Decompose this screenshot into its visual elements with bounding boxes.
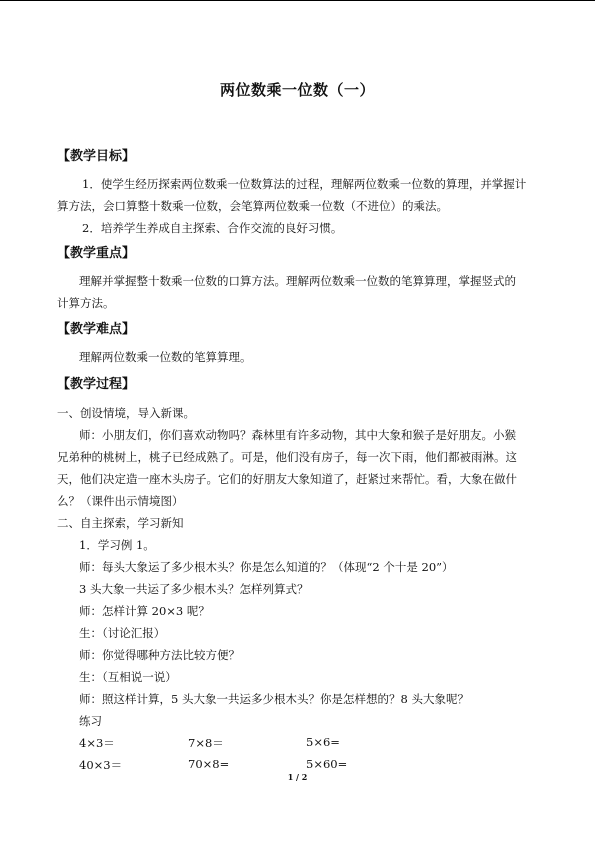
process-line: 一、创设情境，导入新课。 xyxy=(57,406,195,420)
goals-heading: 【教学目标】 xyxy=(57,149,136,164)
process-line: 1．学习例 1。 xyxy=(79,538,155,552)
goals-line-1: 1．使学生经历探索两位数乘一位数算法的过程，理解两位数乘一位数的算理，并掌握计 xyxy=(82,177,527,191)
process-line: 3 头大象一共运了多少根木头？怎样列算式？ xyxy=(79,582,309,596)
exercise-item: 40×3＝ xyxy=(79,758,123,772)
process-line: 师：怎样计算 20×3 呢？ xyxy=(79,604,210,618)
page-number: 1 / 2 xyxy=(287,772,308,782)
document-title: 两位数乘一位数（一） xyxy=(219,81,375,99)
exercise-item: 4×3＝ xyxy=(79,736,115,750)
process-line: 师：小朋友们，你们喜欢动物吗？森林里有许多动物，其中大象和猴子是好朋友。小猴 xyxy=(79,428,516,442)
exercise-item: 70×8= xyxy=(188,757,230,771)
process-line: 生：（互相说一说） xyxy=(79,670,177,684)
key-points-line-2: 计算方法。 xyxy=(57,296,115,310)
process-line: 师：每头大象运了多少根木头？你是怎么知道的？（体现“2 个十是 20”） xyxy=(79,560,454,574)
exercise-item: 5×6= xyxy=(306,735,340,749)
process-line: 练习 xyxy=(79,714,102,728)
process-line: 兄弟种的桃树上，桃子已经成熟了。可是，他们没有房子，每一次下雨，他们都被雨淋。这 xyxy=(57,450,517,464)
process-heading: 【教学过程】 xyxy=(57,377,136,392)
difficulties-heading: 【教学难点】 xyxy=(57,322,136,337)
key-points-heading: 【教学重点】 xyxy=(57,246,136,261)
process-line: 么？（课件出示情境图） xyxy=(57,494,184,508)
process-line: 师：你觉得哪种方法比较方便？ xyxy=(79,648,240,662)
process-line: 天，他们决定造一座木头房子。它们的好朋友大象知道了，赶紧过来帮忙。看，大象在做什 xyxy=(57,472,517,486)
exercise-item: 5×60= xyxy=(306,757,348,771)
exercise-item: 7×8＝ xyxy=(188,736,224,750)
process-line: 二、自主探索，学习新知 xyxy=(57,516,184,530)
goals-line-2: 算方法，会口算整十数乘一位数，会笔算两位数乘一位数（不进位）的乘法。 xyxy=(57,199,448,213)
process-line: 生：（讨论汇报） xyxy=(79,626,166,640)
key-points-line-1: 理解并掌握整十数乘一位数的口算方法。理解两位数乘一位数的笔算算理，掌握竖式的 xyxy=(79,274,516,288)
difficulties-line-1: 理解两位数乘一位数的笔算算理。 xyxy=(79,350,252,364)
process-line: 师：照这样计算，5 头大象一共运多少根木头？你是怎样想的？8 头大象呢？ xyxy=(79,692,469,706)
goals-line-3: 2．培养学生养成自主探索、合作交流的良好习惯。 xyxy=(82,221,343,235)
